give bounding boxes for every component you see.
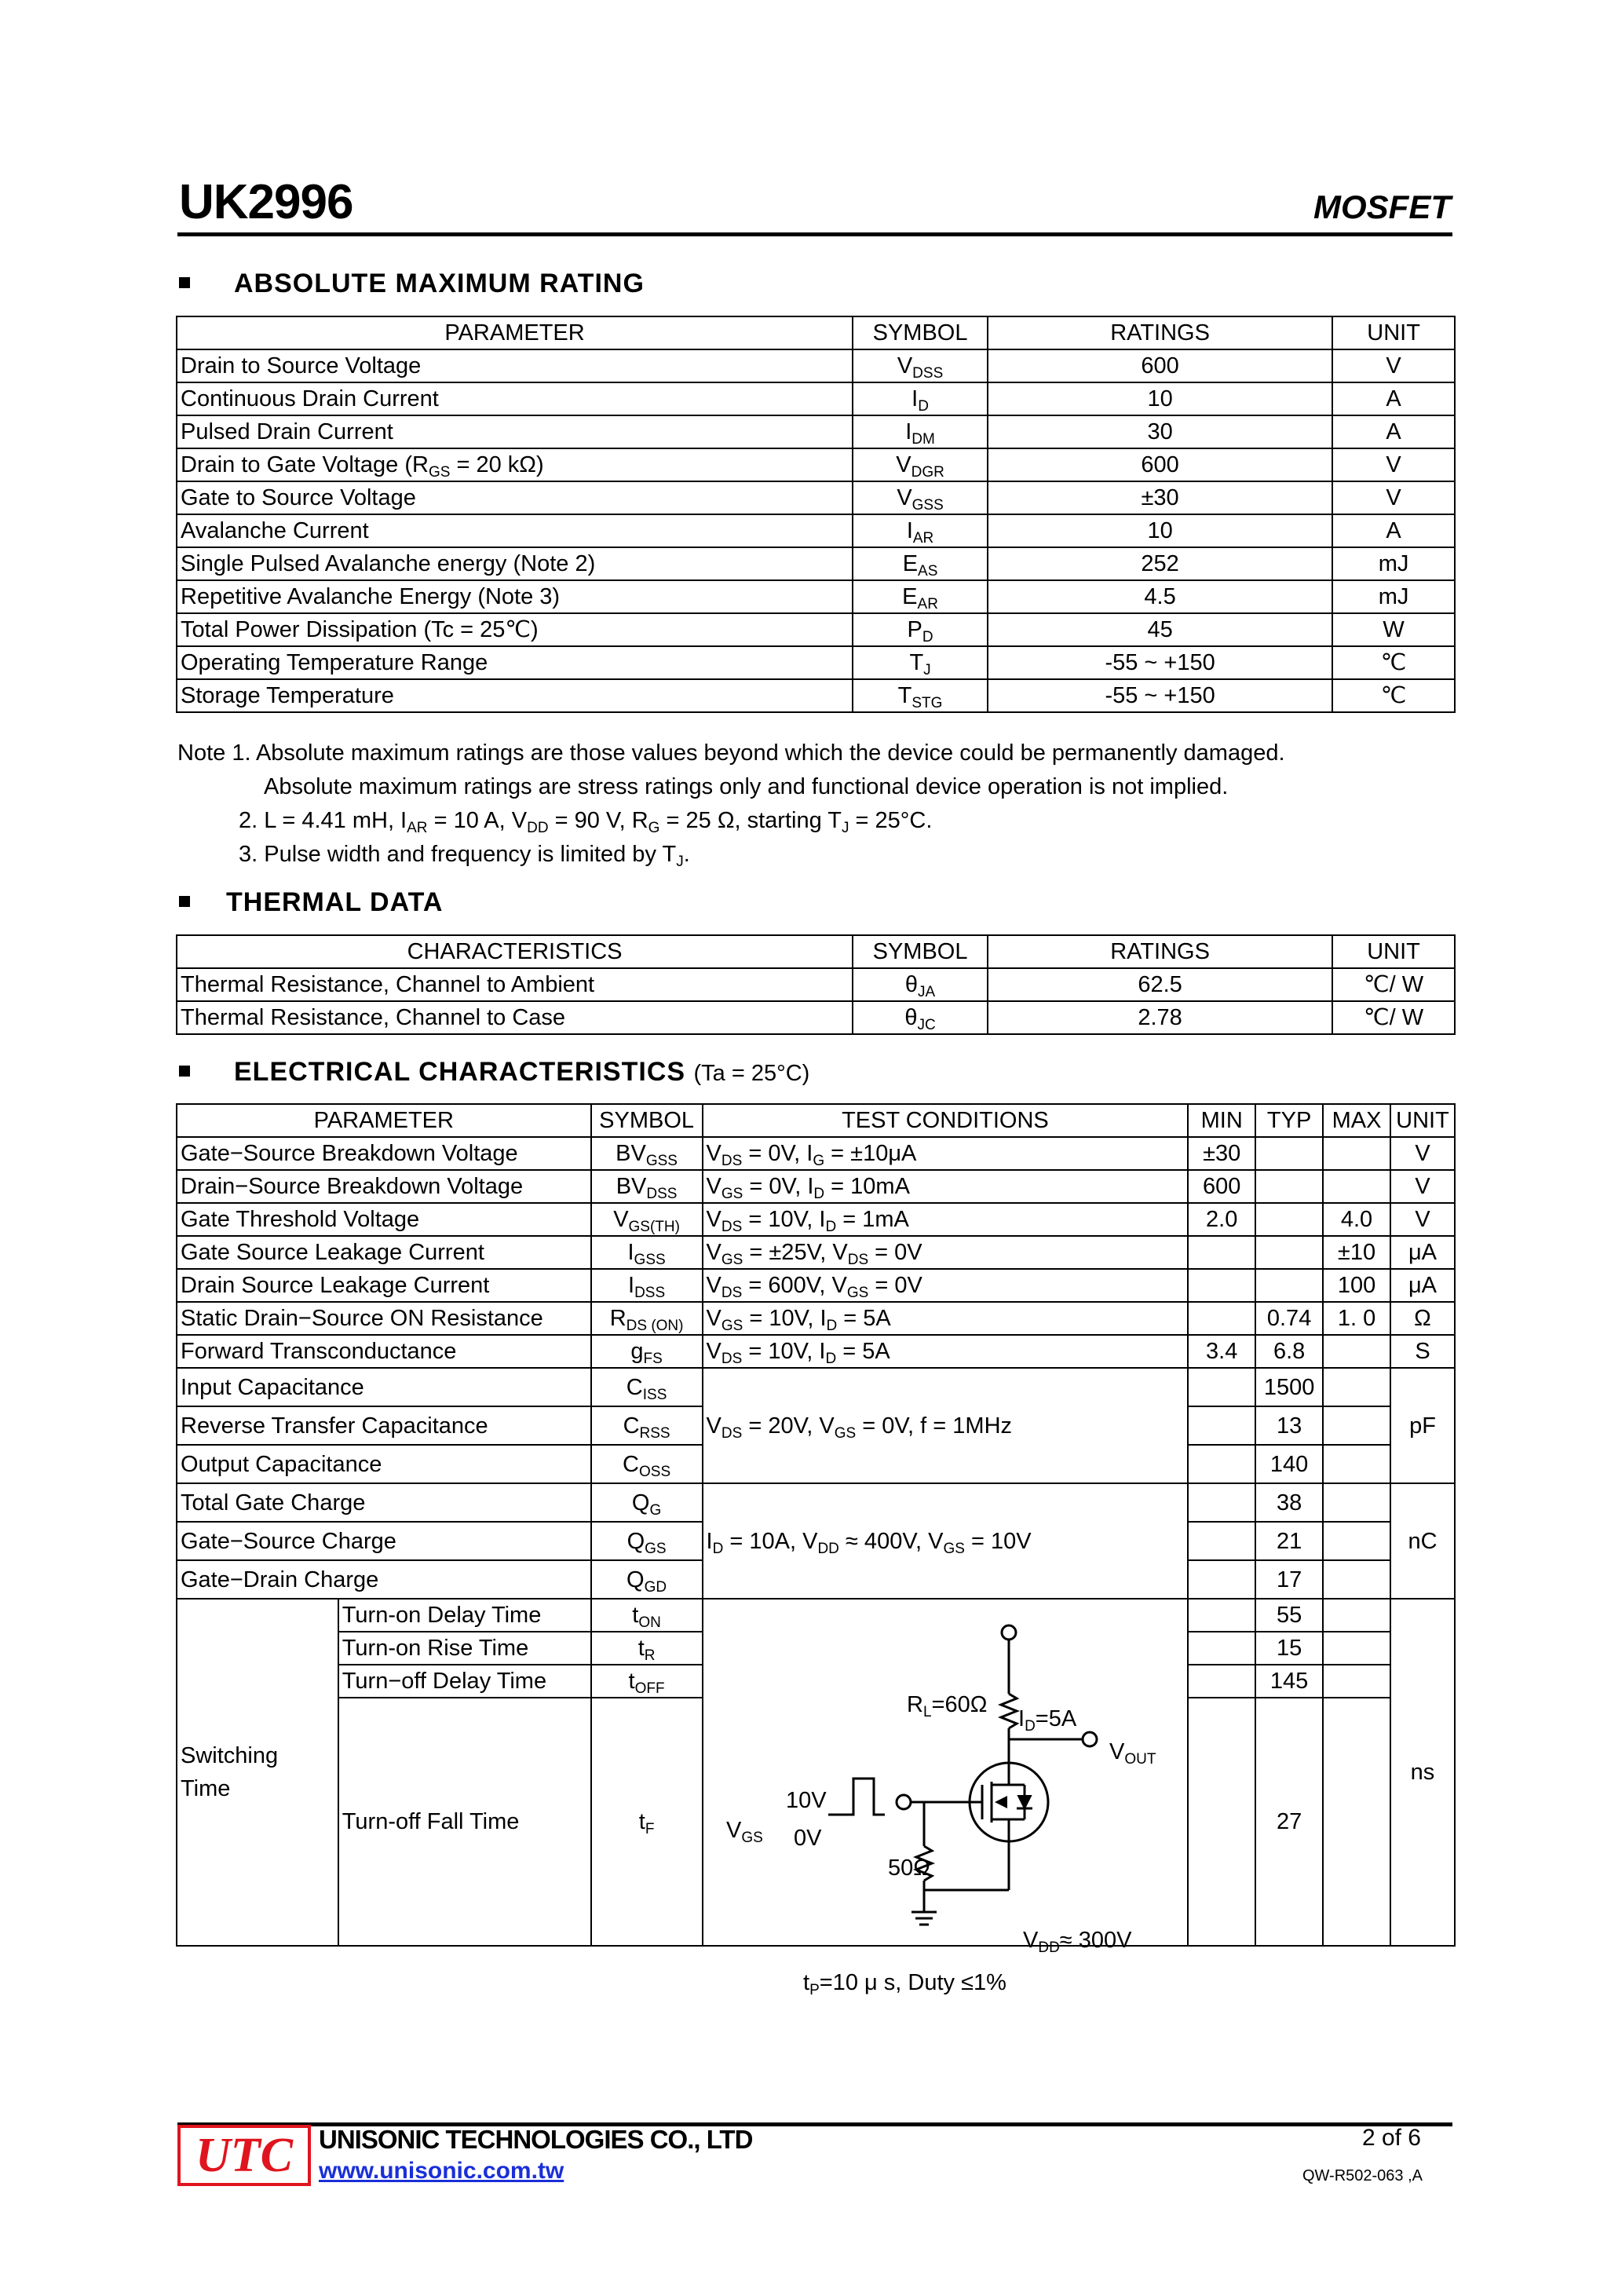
table-header-row: [177, 935, 1455, 968]
min-cell: 3.4: [1188, 1335, 1255, 1368]
column-header: SYMBOL: [853, 316, 988, 349]
column-header: SYMBOL: [853, 935, 988, 968]
bullet-icon: [179, 1066, 190, 1077]
utc-logo: UTC: [177, 2125, 311, 2186]
company-name: UNISONIC TECHNOLOGIES CO., LTD: [319, 2125, 753, 2154]
thermal-table: [176, 934, 1456, 1035]
condition-cell: $V_{DS} = 0V$, $I_G = \pm 10\mu A$: [703, 1137, 1189, 1170]
column-header: RATINGS: [988, 935, 1332, 968]
switching-test-circuit: [703, 1621, 1183, 2025]
rating-cell: 30: [988, 415, 1332, 448]
symbol-cell: $I_{DM}$: [853, 415, 988, 448]
unit-cell: V: [1390, 1170, 1455, 1203]
min-cell: [1188, 1302, 1255, 1335]
parameter-cell: Turn-off Fall Time: [338, 1698, 591, 1946]
symbol-cell: $E_{AS}$: [853, 547, 988, 580]
unit-cell: μA: [1390, 1236, 1455, 1269]
min-cell: [1188, 1522, 1255, 1560]
table-row: [177, 1170, 1455, 1203]
min-cell: [1188, 1632, 1255, 1665]
unit-cell: mJ: [1332, 547, 1455, 580]
unit-cell: S: [1390, 1335, 1455, 1368]
table-row: [177, 1368, 1455, 1406]
typ-cell: 0.74: [1255, 1302, 1323, 1335]
condition-cell: $V_{GS} = 0V$, $I_D = 10mA$: [703, 1170, 1189, 1203]
symbol-cell: $C_{OSS}$: [591, 1445, 703, 1483]
symbol-cell: $t_F$: [591, 1698, 703, 1946]
parameter-cell: Continuous Drain Current: [177, 382, 853, 415]
section-absolute-maximum-rating: ABSOLUTE MAXIMUM RATING: [179, 269, 645, 299]
symbol-cell: $t_R$: [591, 1632, 703, 1665]
rating-cell: 62.5: [988, 968, 1332, 1001]
unit-cell: V: [1390, 1137, 1455, 1170]
typ-cell: 13: [1255, 1406, 1323, 1445]
symbol-cell: $\theta_{JA}$: [853, 968, 988, 1001]
unit-cell: ℃: [1332, 646, 1455, 679]
table-row: [177, 382, 1455, 415]
max-cell: [1323, 1665, 1390, 1698]
max-cell: [1323, 1560, 1390, 1599]
typ-cell: 55: [1255, 1599, 1323, 1632]
symbol-cell: $I_{DSS}$: [591, 1269, 703, 1302]
parameter-cell: Single Pulsed Avalanche energy (Note 2): [177, 547, 853, 580]
max-cell: 100: [1323, 1269, 1390, 1302]
symbol-cell: $I_D$: [853, 382, 988, 415]
table-row: [177, 1137, 1455, 1170]
vout-label: $V_{OUT}$: [1109, 1739, 1156, 1768]
parameter-cell: Turn-on Delay Time: [338, 1599, 591, 1632]
v10-label: 10V: [786, 1788, 827, 1813]
table-row: [177, 1236, 1455, 1269]
column-header: MIN: [1188, 1104, 1255, 1137]
max-cell: [1323, 1335, 1390, 1368]
max-cell: [1323, 1170, 1390, 1203]
condition-cell: $V_{GS} = \pm 25V$, $V_{DS} = 0V$: [703, 1236, 1189, 1269]
symbol-cell: $R_{DS (ON)}$: [591, 1302, 703, 1335]
symbol-cell: $BV_{GSS}$: [591, 1137, 703, 1170]
note-1a: Note 1. Absolute maximum ratings are those values beyond which the device could be permanently damaged.: [177, 740, 1285, 766]
unit-cell: A: [1332, 514, 1455, 547]
unit-cell: W: [1332, 613, 1455, 646]
symbol-cell: $g_{FS}$: [591, 1335, 703, 1368]
parameter-cell: Static Drain−Source ON Resistance: [177, 1302, 591, 1335]
bullet-icon: [179, 277, 190, 288]
max-cell: [1323, 1522, 1390, 1560]
typ-cell: 1500: [1255, 1368, 1323, 1406]
typ-cell: 38: [1255, 1483, 1323, 1522]
max-cell: [1323, 1483, 1390, 1522]
symbol-cell: $BV_{DSS}$: [591, 1170, 703, 1203]
typ-cell: [1255, 1203, 1323, 1236]
parameter-cell: Repetitive Avalanche Energy (Note 3): [177, 580, 853, 613]
header-rule: [177, 232, 1452, 236]
section-electrical-characteristics: ELECTRICAL CHARACTERISTICS (Ta = 25°C): [179, 1057, 809, 1088]
min-cell: [1188, 1406, 1255, 1445]
parameter-cell: Pulsed Drain Current: [177, 415, 853, 448]
symbol-cell: $I_{AR}$: [853, 514, 988, 547]
parameter-cell: Input Capacitance: [177, 1368, 591, 1406]
column-header: UNIT: [1332, 316, 1455, 349]
min-cell: ±30: [1188, 1137, 1255, 1170]
typ-cell: [1255, 1137, 1323, 1170]
typ-cell: 140: [1255, 1445, 1323, 1483]
max-cell: [1323, 1445, 1390, 1483]
table-row: [177, 547, 1455, 580]
parameter-cell: Gate to Source Voltage: [177, 481, 853, 514]
v0-label: 0V: [794, 1826, 822, 1851]
rating-cell: 600: [988, 448, 1332, 481]
page-number: 2 of 6: [1361, 2125, 1421, 2151]
typ-cell: 17: [1255, 1560, 1323, 1599]
symbol-cell: $E_{AR}$: [853, 580, 988, 613]
unit-cell: mJ: [1332, 580, 1455, 613]
parameter-cell: Total Power Dissipation (Tc = 25℃): [177, 613, 853, 646]
unit-cell: A: [1332, 382, 1455, 415]
document-number: QW-R502-063 ,A: [1302, 2167, 1423, 2184]
parameter-cell: Drain to Source Voltage: [177, 349, 853, 382]
rating-cell: -55 ~ +150: [988, 679, 1332, 712]
symbol-cell: $V_{GS(TH)}$: [591, 1203, 703, 1236]
symbol-cell: $C_{RSS}$: [591, 1406, 703, 1445]
table-header-row: [177, 1104, 1455, 1137]
characteristic-cell: Thermal Resistance, Channel to Case: [177, 1001, 853, 1034]
table-header-row: [177, 316, 1455, 349]
vgs-label: $V_{GS}$: [726, 1818, 763, 1846]
rating-cell: 10: [988, 382, 1332, 415]
parameter-cell: Storage Temperature: [177, 679, 853, 712]
column-header: PARAMETER: [177, 1104, 591, 1137]
symbol-cell: $T_J$: [853, 646, 988, 679]
group-label-cell: Switching Time: [177, 1599, 338, 1946]
unit-cell: A: [1332, 415, 1455, 448]
rl-label: $R_L=60\Omega$: [907, 1692, 988, 1720]
parameter-cell: Total Gate Charge: [177, 1483, 591, 1522]
column-header: TYP: [1255, 1104, 1323, 1137]
column-header: RATINGS: [988, 316, 1332, 349]
column-header: TEST CONDITIONS: [703, 1104, 1189, 1137]
table-row: [177, 1001, 1455, 1034]
rating-cell: 10: [988, 514, 1332, 547]
absolute-maximum-table: [176, 316, 1456, 713]
condition-cell: $V_{DS} = 10V$, $I_D = 1mA$: [703, 1203, 1189, 1236]
parameter-cell: Operating Temperature Range: [177, 646, 853, 679]
typ-cell: 6.8: [1255, 1335, 1323, 1368]
max-cell: 4.0: [1323, 1203, 1390, 1236]
typ-cell: 27: [1255, 1698, 1323, 1946]
column-header: UNIT: [1390, 1104, 1455, 1137]
min-cell: [1188, 1698, 1255, 1946]
bullet-icon: [179, 896, 190, 907]
notes: [177, 737, 1285, 872]
min-cell: [1188, 1368, 1255, 1406]
parameter-cell: Gate Threshold Voltage: [177, 1203, 591, 1236]
rating-cell: ±30: [988, 481, 1332, 514]
table-row: [177, 1302, 1455, 1335]
table-row: [177, 1203, 1455, 1236]
min-cell: [1188, 1560, 1255, 1599]
table-row: [177, 968, 1455, 1001]
max-cell: [1323, 1599, 1390, 1632]
unit-cell: ℃/ W: [1332, 1001, 1455, 1034]
unit-cell: ℃: [1332, 679, 1455, 712]
parameter-cell: Forward Transconductance: [177, 1335, 591, 1368]
characteristic-cell: Thermal Resistance, Channel to Ambient: [177, 968, 853, 1001]
max-cell: [1323, 1368, 1390, 1406]
table-row: [177, 613, 1455, 646]
symbol-cell: $V_{DGR}$: [853, 448, 988, 481]
parameter-cell: Output Capacitance: [177, 1445, 591, 1483]
symbol-cell: $t_{OFF}$: [591, 1665, 703, 1698]
device-type: MOSFET: [1313, 188, 1451, 225]
note-1b: Absolute maximum ratings are stress ratings only and functional device operation is not implied.: [264, 774, 1229, 799]
unit-cell: V: [1332, 481, 1455, 514]
rating-cell: 252: [988, 547, 1332, 580]
column-header: SYMBOL: [591, 1104, 703, 1137]
circuit-diagram: [703, 1621, 1183, 2025]
typ-cell: 145: [1255, 1665, 1323, 1698]
rating-cell: 2.78: [988, 1001, 1332, 1034]
parameter-cell: Turn-on Rise Time: [338, 1632, 591, 1665]
parameter-cell: Gate−Source Breakdown Voltage: [177, 1137, 591, 1170]
min-cell: [1188, 1599, 1255, 1632]
rating-cell: 45: [988, 613, 1332, 646]
max-cell: [1323, 1632, 1390, 1665]
typ-cell: [1255, 1170, 1323, 1203]
column-header: PARAMETER: [177, 316, 853, 349]
table-row: [177, 1269, 1455, 1302]
unit-cell: ns: [1390, 1599, 1455, 1946]
symbol-cell: $V_{GSS}$: [853, 481, 988, 514]
rating-cell: 600: [988, 349, 1332, 382]
table-row: [177, 679, 1455, 712]
min-cell: [1188, 1445, 1255, 1483]
condition-cell: $V_{DS} = 20V$, $V_{GS} = 0V$, f = 1MHz: [703, 1368, 1189, 1483]
min-cell: 2.0: [1188, 1203, 1255, 1236]
unit-cell: pF: [1390, 1368, 1455, 1483]
unit-cell: nC: [1390, 1483, 1455, 1599]
typ-cell: 21: [1255, 1522, 1323, 1560]
rating-cell: 4.5: [988, 580, 1332, 613]
column-header: UNIT: [1332, 935, 1455, 968]
column-header: MAX: [1323, 1104, 1390, 1137]
table-row: [177, 481, 1455, 514]
parameter-cell: Gate−Drain Charge: [177, 1560, 591, 1599]
company-url-link[interactable]: www.unisonic.com.tw: [319, 2158, 564, 2184]
typ-cell: [1255, 1269, 1323, 1302]
unit-cell: Ω: [1390, 1302, 1455, 1335]
part-number: UK2996: [179, 175, 353, 229]
unit-cell: V: [1390, 1203, 1455, 1236]
table-row: [177, 1335, 1455, 1368]
symbol-cell: $C_{ISS}$: [591, 1368, 703, 1406]
symbol-cell: $Q_{GD}$: [591, 1560, 703, 1599]
parameter-cell: Turn−off Delay Time: [338, 1665, 591, 1698]
parameter-cell: Avalanche Current: [177, 514, 853, 547]
symbol-cell: $Q_G$: [591, 1483, 703, 1522]
symbol-cell: $T_{STG}$: [853, 679, 988, 712]
parameter-cell: Gate−Source Charge: [177, 1522, 591, 1560]
parameter-cell: Drain Source Leakage Current: [177, 1269, 591, 1302]
r50-label: 50Ω: [888, 1855, 930, 1881]
symbol-cell: $P_D$: [853, 613, 988, 646]
parameter-cell: Reverse Transfer Capacitance: [177, 1406, 591, 1445]
parameter-cell: Gate Source Leakage Current: [177, 1236, 591, 1269]
table-row: [177, 580, 1455, 613]
unit-cell: ℃/ W: [1332, 968, 1455, 1001]
max-cell: [1323, 1698, 1390, 1946]
unit-cell: V: [1332, 349, 1455, 382]
section-thermal-data: THERMAL DATA: [179, 887, 443, 918]
condition-cell: $V_{DS} = 600V$, $V_{GS} = 0V$: [703, 1269, 1189, 1302]
symbol-cell: $I_{GSS}$: [591, 1236, 703, 1269]
max-cell: [1323, 1137, 1390, 1170]
symbol-cell: $V_{DSS}$: [853, 349, 988, 382]
max-cell: 1. 0: [1323, 1302, 1390, 1335]
column-header: CHARACTERISTICS: [177, 935, 853, 968]
note-3: 3. Pulse width and frequency is limited by $T_J$.: [239, 842, 690, 870]
parameter-cell: Drain to Gate Voltage ($R_{GS} = 20$ kΩ): [177, 448, 853, 481]
condition-cell: $I_D = 10A$, $V_{DD} \approx 400V$, $V_{GS} = 10V$: [703, 1483, 1189, 1599]
id-label: $I_D=5A$: [1018, 1706, 1077, 1735]
parameter-cell: Drain−Source Breakdown Voltage: [177, 1170, 591, 1203]
min-cell: [1188, 1665, 1255, 1698]
note-2: 2. L = 4.41 mH, $I_{AR} = 10$ A, $V_{DD} = 90$ V, $R_G = 25$ Ω, starting $T_J = 25^\circ C$.: [239, 808, 933, 836]
unit-cell: μA: [1390, 1269, 1455, 1302]
table-row: [177, 415, 1455, 448]
condition-cell: $V_{GS} = 10V$, $I_D = 5A$: [703, 1302, 1189, 1335]
min-cell: [1188, 1483, 1255, 1522]
table-row: [177, 448, 1455, 481]
max-cell: [1323, 1406, 1390, 1445]
vdd-label: $V_{DD}\approx 300V$: [1023, 1928, 1132, 1956]
min-cell: [1188, 1269, 1255, 1302]
table-row: [177, 1483, 1455, 1522]
unit-cell: V: [1332, 448, 1455, 481]
table-row: [177, 349, 1455, 382]
symbol-cell: $t_{ON}$: [591, 1599, 703, 1632]
table-row: [177, 514, 1455, 547]
table-row: [177, 646, 1455, 679]
typ-cell: [1255, 1236, 1323, 1269]
symbol-cell: $\theta_{JC}$: [853, 1001, 988, 1034]
symbol-cell: $Q_{GS}$: [591, 1522, 703, 1560]
min-cell: 600: [1188, 1170, 1255, 1203]
typ-cell: 15: [1255, 1632, 1323, 1665]
max-cell: ±10: [1323, 1236, 1390, 1269]
tp-label: $t_P=10$ μ s, Duty ≤1%: [803, 1970, 1006, 1998]
condition-cell: $V_{DS} = 10V$, $I_D = 5A$: [703, 1335, 1189, 1368]
min-cell: [1188, 1236, 1255, 1269]
rating-cell: -55 ~ +150: [988, 646, 1332, 679]
